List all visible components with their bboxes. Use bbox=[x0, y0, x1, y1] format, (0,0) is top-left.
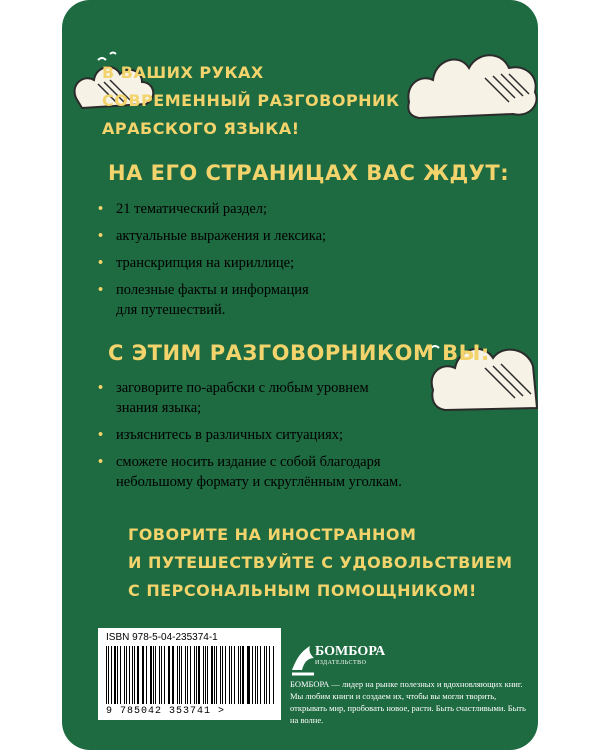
bullet-icon: • bbox=[98, 201, 104, 217]
barcode-bar bbox=[266, 646, 267, 704]
barcode-bar bbox=[229, 646, 231, 704]
barcode-bar bbox=[207, 646, 208, 704]
barcode-bar bbox=[257, 646, 258, 704]
barcode-bar bbox=[185, 646, 186, 704]
barcode-bar bbox=[234, 646, 235, 704]
bullet-icon: • bbox=[98, 255, 104, 271]
publisher-description: БОМБОРА — лидер на рынке полезных и вдохновляющих книг. Мы любим книги и создаем их, чтобы вы могли творить, открывать мир, пробовать новое, расти. Быть счастливыми. Быть на волне. bbox=[290, 679, 526, 725]
outro-line: И ПУТЕШЕСТВУЙТЕ С УДОВОЛЬСТВИЕМ bbox=[128, 553, 513, 572]
cloud-icon-middle bbox=[425, 318, 538, 428]
barcode-bar bbox=[153, 646, 154, 704]
barcode-digits: 9 785042 353741 > bbox=[106, 706, 226, 717]
barcode-bar bbox=[179, 646, 180, 704]
bullet-icon: • bbox=[98, 427, 104, 443]
list-item: • актуальные выражения и лексика; bbox=[98, 228, 327, 244]
intro-line: СОВРЕМЕННЫЙ РАЗГОВОРНИК bbox=[102, 91, 400, 110]
barcode-bar bbox=[205, 646, 206, 704]
section2-heading: С ЭТИМ РАЗГОВОРНИКОМ ВЫ: bbox=[108, 341, 490, 365]
intro-line: В ВАШИХ РУКАХ bbox=[102, 63, 264, 82]
barcode-bar bbox=[264, 646, 265, 704]
barcode-bar bbox=[159, 646, 160, 704]
intro-text bbox=[102, 59, 402, 143]
barcode-bar bbox=[114, 646, 116, 704]
outro-line: С ПЕРСОНАЛЬНЫМ ПОМОЩНИКОМ! bbox=[128, 581, 477, 600]
barcode-bar bbox=[168, 646, 169, 704]
barcode-bar bbox=[194, 646, 195, 704]
barcode-bar bbox=[164, 646, 165, 704]
barcode-bar bbox=[111, 646, 112, 704]
barcode-bar bbox=[252, 646, 253, 704]
publisher-name: БОМБОРА bbox=[315, 644, 386, 659]
barcode-bar bbox=[248, 646, 250, 704]
barcode-bar bbox=[216, 646, 217, 704]
section1-list bbox=[98, 199, 326, 327]
barcode-bar bbox=[126, 646, 127, 704]
barcode-bar bbox=[177, 646, 178, 704]
bullet-icon: • bbox=[98, 282, 104, 298]
barcode-box bbox=[98, 628, 281, 720]
barcode-bar bbox=[225, 646, 226, 704]
barcode-bar bbox=[238, 646, 239, 704]
barcode-bar bbox=[220, 646, 221, 704]
list-item: • изъяснитесь в различных ситуациях; bbox=[98, 427, 344, 443]
bullet-icon: • bbox=[98, 380, 104, 396]
barcode-bar bbox=[146, 646, 147, 704]
barcode-bar bbox=[169, 646, 170, 704]
list-item: • заговорите по-арабски с любым уровнем знания языка; bbox=[98, 380, 369, 416]
barcode-bar bbox=[150, 646, 152, 704]
barcode-bar bbox=[117, 646, 118, 704]
barcode-bar bbox=[120, 646, 121, 704]
barcode-bar bbox=[196, 646, 197, 704]
barcode-bar bbox=[255, 646, 256, 704]
barcode-bar bbox=[134, 646, 136, 704]
barcode-bar bbox=[132, 646, 133, 704]
barcode-bar bbox=[240, 646, 241, 704]
cloud-icon-top-right bbox=[405, 28, 540, 138]
barcode-bar bbox=[161, 646, 162, 704]
bombora-wave-logo bbox=[290, 640, 316, 676]
barcode-bar bbox=[129, 646, 130, 704]
publisher-sub: ИЗДАТЕЛЬСТВО bbox=[315, 660, 367, 666]
section1-heading: НА ЕГО СТРАНИЦАХ ВАС ЖДУТ: bbox=[108, 161, 510, 185]
barcode-bar bbox=[222, 646, 223, 704]
barcode-bar bbox=[108, 646, 109, 704]
outro-text bbox=[128, 521, 513, 605]
list-item: • транскрипция на кириллице; bbox=[98, 255, 295, 271]
list-item: • сможете носить издание с собой благодаря небольшому формату и скруглённым уголкам. bbox=[98, 454, 402, 490]
bullet-icon: • bbox=[98, 228, 104, 244]
barcode-bar bbox=[269, 646, 270, 704]
barcode-bar bbox=[203, 646, 204, 704]
barcode-bar bbox=[143, 646, 144, 704]
barcode-bar bbox=[273, 646, 274, 704]
intro-line: АРАБСКОГО ЯЗЫКА! bbox=[102, 119, 300, 138]
outro-line: ГОВОРИТЕ НА ИНОСТРАННОМ bbox=[128, 525, 417, 544]
barcode-bar bbox=[155, 646, 156, 704]
barcode-bar bbox=[181, 646, 182, 704]
list-item: • полезные факты и информация для путешествий. bbox=[98, 282, 309, 318]
barcode-bar bbox=[211, 646, 213, 704]
barcode-bar bbox=[198, 646, 199, 704]
barcode-bar bbox=[247, 646, 248, 704]
bullet-icon: • bbox=[98, 454, 104, 470]
barcode-bar bbox=[260, 646, 261, 704]
barcode-bar bbox=[231, 646, 232, 704]
barcode-bar bbox=[214, 646, 215, 704]
list-item: • 21 тематический раздел; bbox=[98, 201, 268, 217]
barcode-bar bbox=[106, 646, 107, 704]
section2-list bbox=[98, 378, 402, 499]
barcode-bar bbox=[142, 646, 143, 704]
barcode-bar bbox=[187, 646, 188, 704]
barcode-bar bbox=[190, 646, 192, 704]
barcode-bar bbox=[137, 646, 138, 704]
barcode-bars bbox=[106, 646, 274, 704]
barcode-bar bbox=[172, 646, 174, 704]
barcode-bar bbox=[242, 646, 243, 704]
isbn-text: ISBN 978-5-04-235374-1 bbox=[106, 632, 218, 643]
barcode-bar bbox=[124, 646, 125, 704]
